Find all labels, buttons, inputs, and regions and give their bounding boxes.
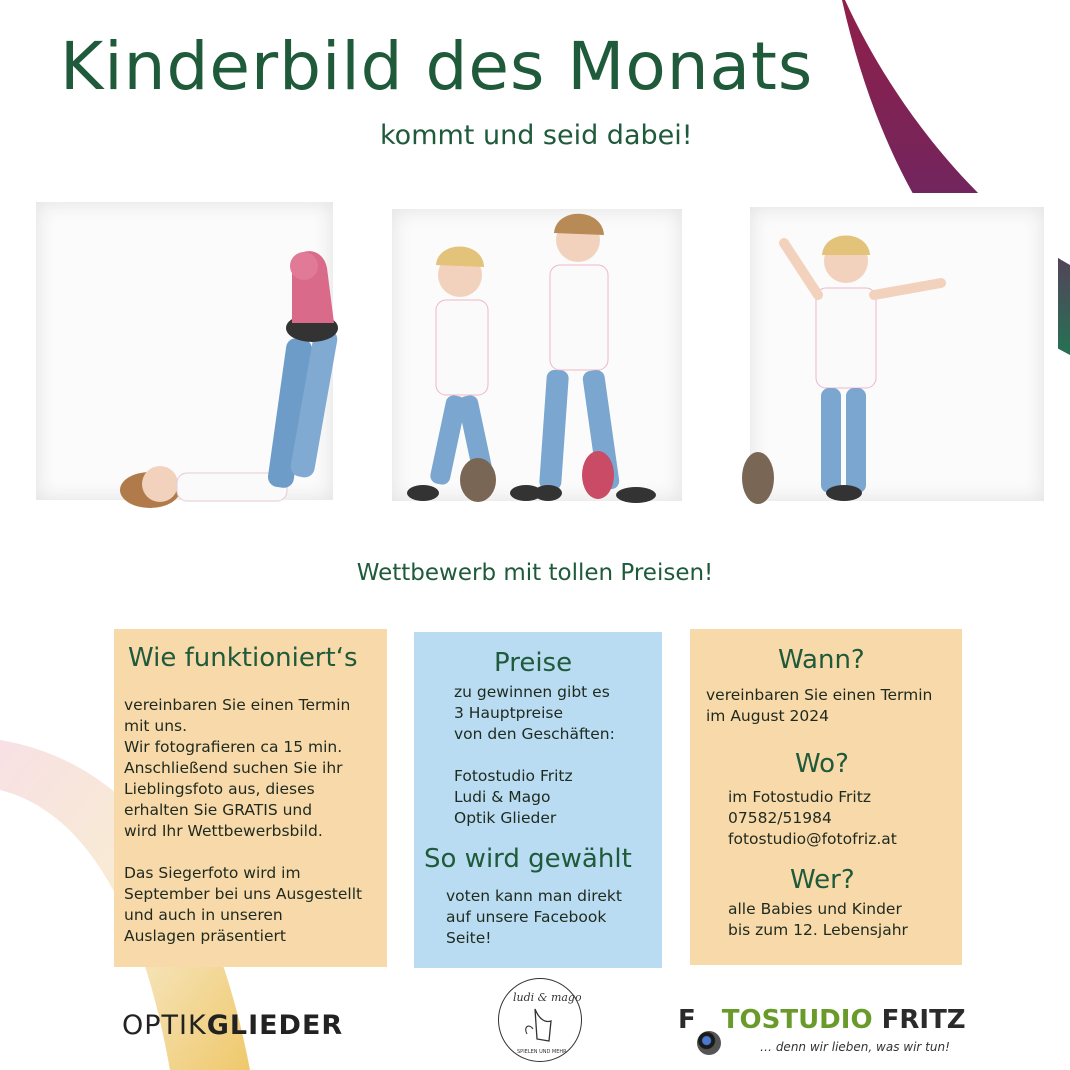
box-vote-heading: So wird gewählt (424, 844, 632, 874)
optik-logo-bold: GLIEDER (206, 1010, 344, 1041)
box-how-heading: Wie funktioniert‘s (128, 643, 358, 673)
box-who-heading: Wer? (790, 865, 855, 895)
ludi-mago-logo (498, 978, 582, 1062)
box-where-text: im Fotostudio Fritz 07582/51984 fotostudio@fotofriz.at (728, 788, 897, 848)
box-when-heading: Wann? (778, 645, 865, 675)
box-where-heading: Wo? (795, 749, 849, 779)
box-prizes-heading: Preise (494, 648, 573, 678)
foto-logo-f: F (678, 1005, 696, 1035)
photo-two-children (378, 195, 696, 515)
foto-logo-fritz: FRITZ (881, 1005, 966, 1035)
competition-tagline: Wettbewerb mit tollen Preisen! (356, 560, 714, 586)
page-subtitle: kommt und seid dabei! (380, 120, 693, 151)
fotostudio-tagline: … denn wir lieben, was wir tun! (760, 1040, 950, 1054)
foto-logo-studio: STUDIO (761, 1005, 873, 1035)
foto-logo-to: TO (721, 1005, 762, 1035)
box-when-text: vereinbaren Sie einen Termin im August 2024 (706, 686, 933, 725)
optik-logo-light: OPTIK (122, 1010, 207, 1041)
box-who-text: alle Babies und Kinder bis zum 12. Lebensjahr (728, 900, 908, 939)
box-prizes (414, 632, 662, 968)
photo-child-lying (22, 188, 347, 514)
box-prizes-text: zu gewinnen gibt es 3 Hauptpreise von den Geschäften: Fotostudio Fritz Ludi & Mago Optik Glieder (454, 683, 615, 827)
ludi-logo-sub: SPIELEN UND MEHR (517, 1049, 567, 1055)
page-title: Kinderbild des Monats (60, 28, 814, 105)
optik-glieder-logo (122, 1010, 343, 1041)
photo-child-standing (736, 193, 1058, 515)
box-when-where-who (690, 629, 962, 965)
ludi-logo-text: ludi & mago (513, 991, 581, 1004)
box-how-it-works (114, 629, 387, 967)
camera-lens-icon (697, 1031, 721, 1055)
box-vote-text: voten kann man direkt auf unsere Facebook Seite! (446, 887, 622, 947)
box-how-text: vereinbaren Sie einen Termin mit uns. Wir fotografieren ca 15 min. Anschließend suchen Sie ihr Lieblingsfoto aus, dieses erhalten Sie GRATIS und wird Ihr Wettbewerbsbild. Das Siegerfoto wird im September bei uns Ausgestellt und auch in unseren Auslagen präsentiert (124, 696, 363, 945)
